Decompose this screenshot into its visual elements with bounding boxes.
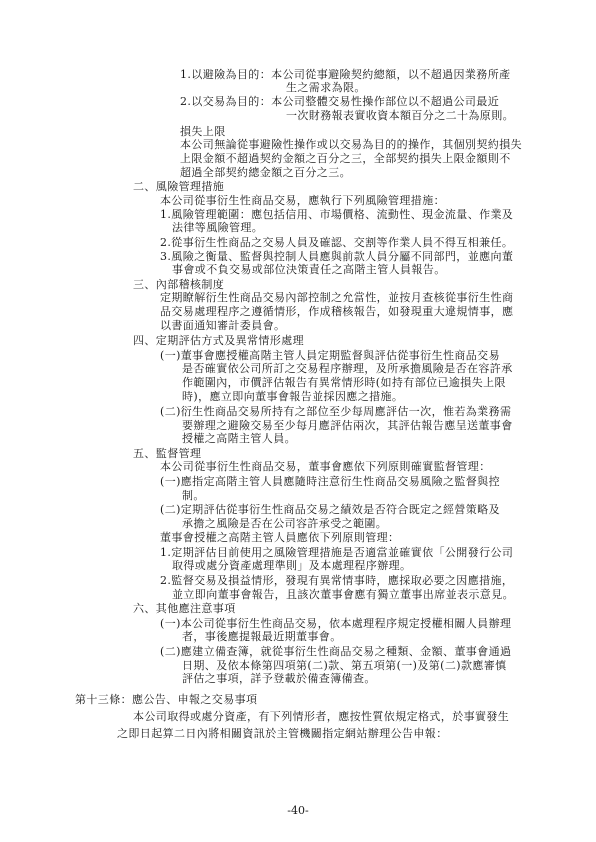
text-line: 超過全部契約總金額之百分之三。 bbox=[180, 166, 351, 179]
text-line: 要辦理之避險交易至少每月應評估兩次，其評估報告應呈送董事會 bbox=[182, 419, 513, 432]
text-line: 承擔之風險是否在公司容許承受之範圍。 bbox=[182, 517, 388, 530]
text-line: (二)衍生性商品交易所持有之部位至少每周應評估一次，惟若為業務需 bbox=[160, 405, 512, 418]
text-line: 之即日起算二日內將相關資訊於主管機關指定網站辦理公告申報： bbox=[117, 727, 448, 740]
text-line: (一)本公司從事衍生性商品交易，依本處理程序規定授權相關人員辦理 bbox=[160, 617, 512, 630]
text-line: (二)定期評估從事衍生性商品交易之績效是否符合既定之經營策略及 bbox=[160, 503, 500, 516]
text-line: 以書面通知審計委員會。 bbox=[160, 319, 286, 332]
text-line: 者，事後應提報最近期董事會。 bbox=[182, 630, 342, 643]
section-heading: 四、定期評估方式及異常情形處理 bbox=[133, 334, 304, 347]
text-line: 1.風險管理範圍：應包括信用、市場價格、流動性、現金流量、作業及 bbox=[160, 208, 514, 221]
text-line: 本公司從事衍生性商品交易，應執行下列風險管理措施： bbox=[160, 194, 445, 207]
text-line: 一次財務報表實收資本額百分之二十為原則。 bbox=[286, 109, 514, 122]
text-line: 2.監督交易及損益情形，發現有異常情事時，應採取必要之因應措施， bbox=[160, 574, 514, 587]
text-line: 2.以交易為目的：本公司整體交易性操作部位以不超過公司最近 bbox=[180, 95, 500, 108]
text-line: 取得或處分資產處理準則」及本處理程序辦理。 bbox=[172, 559, 412, 572]
text-line: (二)應建立備查簿，就從事衍生性商品交易之種類、金額、董事會通過 bbox=[160, 645, 512, 658]
section-heading: 二、風險管理措施 bbox=[133, 180, 225, 193]
text-line: 法律等風險管理。 bbox=[172, 221, 264, 234]
text-line: 評估之事項，詳予登載於備查簿備查。 bbox=[182, 672, 376, 685]
text-line: 損失上限 bbox=[180, 125, 226, 138]
text-line: 2.從事衍生性商品之交易人員及確認、交割等作業人員不得互相兼任。 bbox=[160, 236, 514, 249]
article-heading: 第十三條：應公告、申報之交易事項 bbox=[75, 693, 258, 706]
text-line: 時)，應立即向董事會報告並採因應之措施。 bbox=[182, 390, 404, 403]
page-number: -40- bbox=[287, 804, 309, 817]
section-heading: 六、其他應注意事項 bbox=[133, 602, 236, 615]
text-line: 品交易處理程序之遵循情形，作成稽核報告，如發現重大違規情事，應 bbox=[160, 305, 514, 318]
text-line: 日期、及依本條第四項第(二)款、第五項第(一)及第(二)款應審慎 bbox=[182, 659, 507, 672]
text-line: 並立即向董事會報告，且該次董事會應有獨立董事出席並表示意見。 bbox=[172, 588, 514, 601]
text-line: 本公司無論從事避險性操作或以交易為目的的操作，其個別契約損失 bbox=[180, 138, 522, 151]
text-line: 制。 bbox=[182, 489, 205, 502]
text-line: 1.定期評估目前使用之風險管理措施是否適當並確實依「公開發行公司 bbox=[160, 546, 514, 559]
text-line: 本公司從事衍生性商品交易，董事會應依下列原則確實監督管理： bbox=[160, 460, 491, 473]
text-line: 生之需求為限。 bbox=[286, 81, 366, 94]
text-line: 事會或不負交易或部位決策責任之高階主管人員報告。 bbox=[172, 263, 446, 276]
text-line: 是否確實依公司所訂之交易程序辦理，及所承擔風險是否在容許承 bbox=[182, 362, 513, 375]
text-line: 授權之高階主管人員。 bbox=[182, 432, 296, 445]
text-line: (一)應指定高階主管人員應隨時注意衍生性商品交易風險之監督與控 bbox=[160, 475, 500, 488]
text-line: (一)董事會應授權高階主管人員定期監督與評估從事衍生性商品交易 bbox=[160, 349, 500, 362]
text-line: 作範圍內，市價評估報告有異常情形時(如持有部位已逾損失上限 bbox=[182, 376, 506, 389]
text-line: 上限金額不超過契約金額之百分之三，全部契約損失上限金額則不 bbox=[180, 152, 511, 165]
text-line: 定期瞭解衍生性商品交易內部控制之允當性，並按月查核從事衍生性商 bbox=[160, 291, 514, 304]
text-line: 董事會授權之高階主管人員應依下列原則管理： bbox=[160, 531, 400, 544]
text-line: 1.以避險為目的：本公司從事避險契約總額，以不超過因業務所產 bbox=[180, 68, 511, 81]
text-line: 本公司取得或處分資產，有下列情形者，應按性質依規定格式，於事實發生 bbox=[133, 710, 510, 723]
section-heading: 三、內部稽核制度 bbox=[133, 278, 225, 291]
text-line: 3.風險之衡量、監督與控制人員應與前款人員分屬不同部門，並應向董 bbox=[160, 250, 514, 263]
section-heading: 五、監督管理 bbox=[133, 447, 202, 460]
